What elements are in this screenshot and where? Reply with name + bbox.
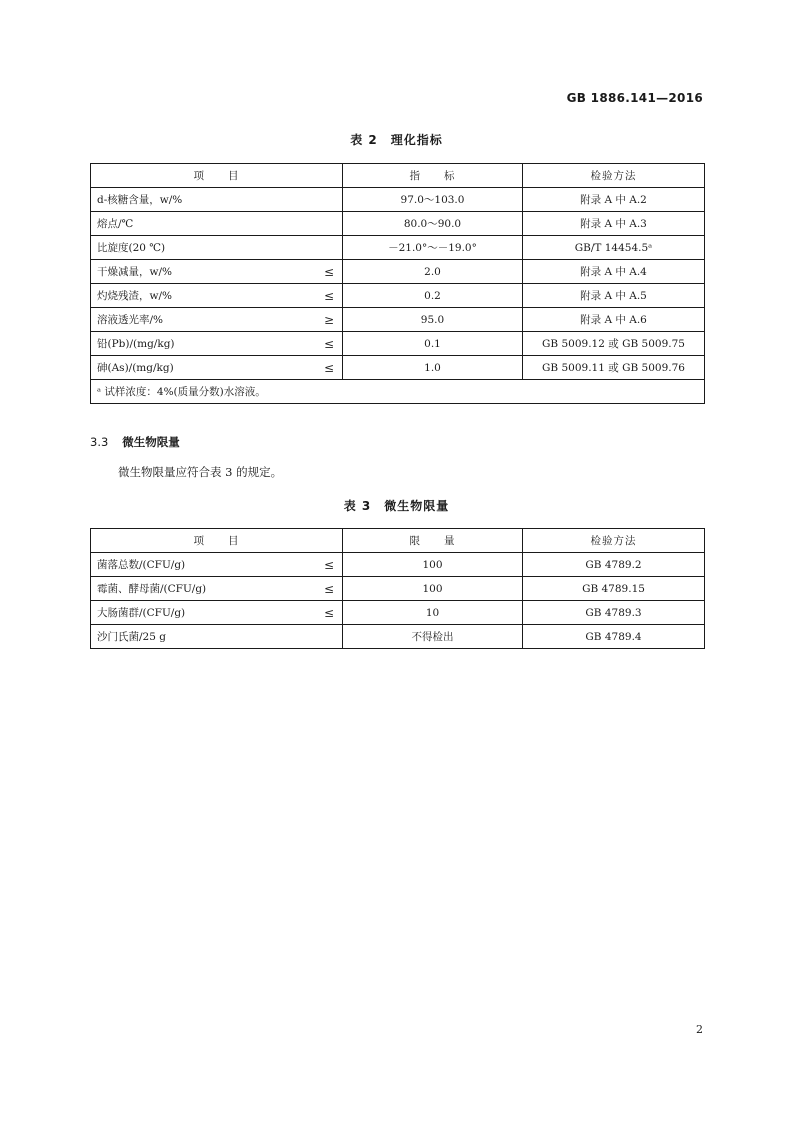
value-cell: 80.0～90.0: [343, 212, 523, 236]
item-label: 熔点/℃: [97, 218, 134, 230]
item-label: 灼烧残渣，w/%: [97, 290, 173, 302]
value-cell: 1.0: [343, 356, 523, 380]
table3-header-row: [91, 529, 705, 553]
item-label: 铅(Pb)/(mg/kg): [97, 338, 175, 350]
table-row: [91, 212, 705, 236]
section-number: 3.3: [90, 435, 109, 449]
method-cell: GB 5009.12 或 GB 5009.75: [523, 332, 705, 356]
page-number: 2: [696, 1023, 703, 1036]
table-row: [91, 356, 705, 380]
comparator: ≤: [323, 288, 334, 303]
item-cell: [91, 601, 343, 625]
item-cell: [91, 356, 343, 380]
item-label: 菌落总数/(CFU/g): [97, 559, 186, 571]
section-heading: [90, 434, 180, 450]
table-row: [91, 188, 705, 212]
table-note-row: [91, 380, 705, 404]
section-title: 微生物限量: [122, 435, 180, 449]
column-header-method: 检验方法: [523, 164, 705, 188]
method-cell: GB 4789.3: [523, 601, 705, 625]
item-label: 溶液透光率/%: [97, 314, 164, 326]
item-label: d-核糖含量，w/%: [97, 194, 183, 206]
table3-caption: 表 3 微生物限量: [343, 499, 450, 513]
item-cell: [91, 625, 343, 649]
item-label: 砷(As)/(mg/kg): [97, 362, 174, 374]
comparator: ≤: [323, 581, 334, 596]
table2-caption: 表 2 理化指标: [350, 133, 443, 147]
section-body-text: 微生物限量应符合表 3 的规定。: [118, 465, 283, 479]
value-cell: 100: [343, 577, 523, 601]
table2-physicochemical: [90, 163, 705, 404]
comparator: ≤: [323, 360, 334, 375]
comparator: ≤: [323, 605, 334, 620]
method-cell: GB 4789.2: [523, 553, 705, 577]
item-cell: [91, 188, 343, 212]
method-cell: 附录 A 中 A.6: [523, 308, 705, 332]
item-label: 比旋度(20 ℃): [97, 242, 166, 254]
method-cell: GB 4789.4: [523, 625, 705, 649]
method-cell: GB 5009.11 或 GB 5009.76: [523, 356, 705, 380]
method-cell: GB/T 14454.5ᵃ: [523, 236, 705, 260]
table-row: [91, 284, 705, 308]
table-row: [91, 236, 705, 260]
comparator: ≤: [323, 557, 334, 572]
table-row: [91, 577, 705, 601]
value-cell: －21.0°～－19.0°: [343, 236, 523, 260]
method-cell: 附录 A 中 A.5: [523, 284, 705, 308]
column-header-limit: 限 量: [343, 529, 523, 553]
value-cell: 95.0: [343, 308, 523, 332]
value-cell: 不得检出: [343, 625, 523, 649]
method-cell: 附录 A 中 A.3: [523, 212, 705, 236]
column-header-item: 项 目: [91, 529, 343, 553]
table-row: [91, 332, 705, 356]
comparator: ≥: [323, 312, 334, 327]
table-row: [91, 601, 705, 625]
table-row: [91, 260, 705, 284]
column-header-item: 项 目: [91, 164, 343, 188]
item-cell: [91, 332, 343, 356]
column-header-method: 检验方法: [523, 529, 705, 553]
value-cell: 100: [343, 553, 523, 577]
item-cell: [91, 284, 343, 308]
method-cell: GB 4789.15: [523, 577, 705, 601]
value-cell: 10: [343, 601, 523, 625]
method-cell: 附录 A 中 A.2: [523, 188, 705, 212]
item-cell: [91, 260, 343, 284]
comparator: ≤: [323, 264, 334, 279]
table-row: [91, 553, 705, 577]
item-label: 沙门氏菌/25 g: [97, 631, 166, 643]
item-cell: [91, 236, 343, 260]
table3-microbial-limits: [90, 528, 705, 649]
comparator: ≤: [323, 336, 334, 351]
value-cell: 2.0: [343, 260, 523, 284]
item-label: 大肠菌群/(CFU/g): [97, 607, 186, 619]
item-label: 干燥减量，w/%: [97, 266, 173, 278]
column-header-spec: 指 标: [343, 164, 523, 188]
item-cell: [91, 553, 343, 577]
item-cell: [91, 308, 343, 332]
value-cell: 97.0～103.0: [343, 188, 523, 212]
standard-code: GB 1886.141—2016: [566, 91, 703, 105]
item-cell: [91, 212, 343, 236]
item-label: 霉菌、酵母菌/(CFU/g): [97, 583, 207, 595]
table2-header-row: [91, 164, 705, 188]
table-row: [91, 308, 705, 332]
table-row: [91, 625, 705, 649]
value-cell: 0.2: [343, 284, 523, 308]
method-cell: 附录 A 中 A.4: [523, 260, 705, 284]
table2-footnote: ᵃ 试样浓度：4%(质量分数)水溶液。: [91, 380, 705, 404]
value-cell: 0.1: [343, 332, 523, 356]
item-cell: [91, 577, 343, 601]
